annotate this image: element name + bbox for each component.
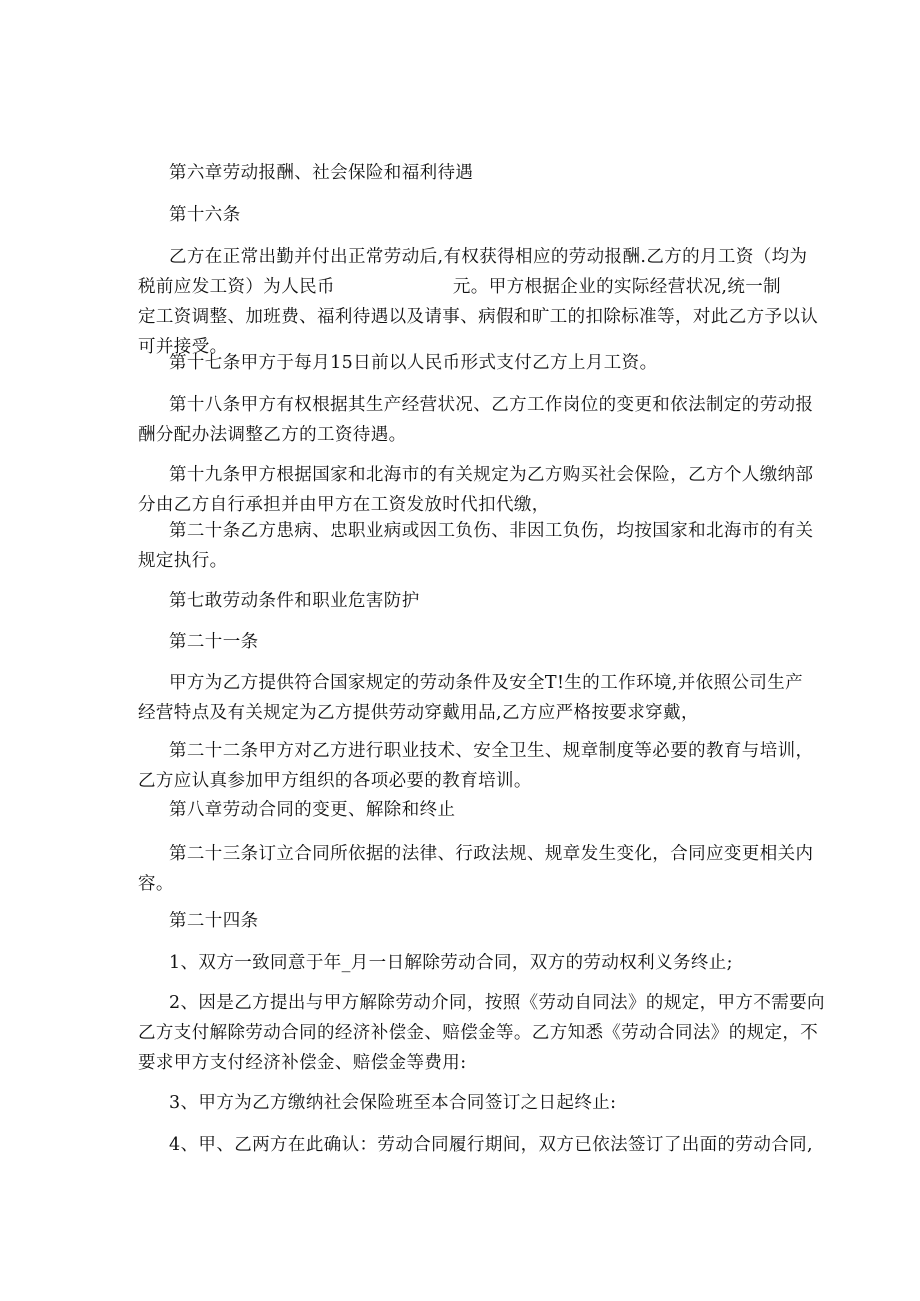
article-18-paragraph: 第十八条甲方有权根据其生产经营状况、乙方工作岗位的变更和依法制定的劳动报 酬分配办法调整乙方的工资待遇。: [138, 395, 814, 445]
article-16-title: 第十六条: [169, 205, 241, 225]
article-24-item-3: 3、甲方为乙方缴纳社会保险班至本合同签订之日起终止:: [169, 1093, 617, 1113]
article-16-paragraph: [138, 242, 819, 362]
article-21-paragraph: 甲方为乙方提供符合国家规定的劳动条件及安全T!生的工作环境,并依照公司生产 经营特点及有关规定为乙方提供劳动穿戴用品,乙方应严格按要求穿戴，: [138, 673, 804, 723]
article-24-item-4: 4、甲、乙两方在此确认：劳动合同履行期间，双方已依法签订了出面的劳动合同,: [169, 1135, 813, 1155]
article-16-line: 乙方在正常出勤并付出正常劳动后,有权获得相应的劳动报酬.乙方的月工资（均为: [169, 247, 808, 267]
article-16-line: 定工资调整、加班费、福利待遇以及请事、病假和旷工的扣除标准等，对此乙方予以认: [138, 307, 819, 327]
chapter-8-heading: 第八章劳动合同的变更、解除和终止: [169, 800, 456, 820]
article-22-paragraph: 第二十二条甲方对乙方进行职业技术、安全卫生、规章制度等必要的教育与培训， 乙方应认真参加甲方组织的各项必要的教育培训。: [138, 741, 814, 791]
article-24-item-2: 2、因是乙方提出与甲方解除劳动介同，按照《劳动自同法》的规定，甲方不需要向 乙方支付解除劳动合同的经济补偿金、赔偿金等。乙方知悉《劳动合同法》的规定，不 要求甲方支付经济补偿金、赔偿金等费用:: [138, 993, 825, 1073]
article-17-paragraph: 第十七条甲方于每月15日前以人民币形式支付乙方上月工资。: [169, 353, 658, 373]
article-24-title: 第二十四条: [169, 911, 259, 931]
article-16-line: 税前应发工资）为人民币 元。甲方根据企业的实际经营状况,统一制: [138, 277, 782, 297]
article-24-item-1: 1、双方一致同意于年_月一日解除劳动合同，双方的劳动权利义务终止;: [169, 953, 733, 973]
article-16-line: 可并接受。: [138, 337, 228, 357]
article-20-paragraph: 第二十条乙方患病、忠职业病或因工负伤、非因工负伤，均按国家和北海市的有关 规定执行。: [138, 521, 814, 571]
chapter-6-heading: 第六章劳动报酬、社会保险和福利待遇: [169, 163, 474, 183]
chapter-7-heading: 第七敢劳动条件和职业危害防护: [169, 591, 420, 611]
article-21-title: 第二十一条: [169, 632, 259, 652]
article-19-paragraph: 第十九条甲方根据国家和北海市的有关规定为乙方购买社会保险，乙方个人缴纳部 分由乙方自行承担并由甲方在工资发放时代扣代缴，: [138, 465, 814, 515]
article-23-paragraph: 第二十三条订立合同所依据的法律、行政法规、规章发生变化，合同应变更相关内 容。: [138, 844, 814, 894]
